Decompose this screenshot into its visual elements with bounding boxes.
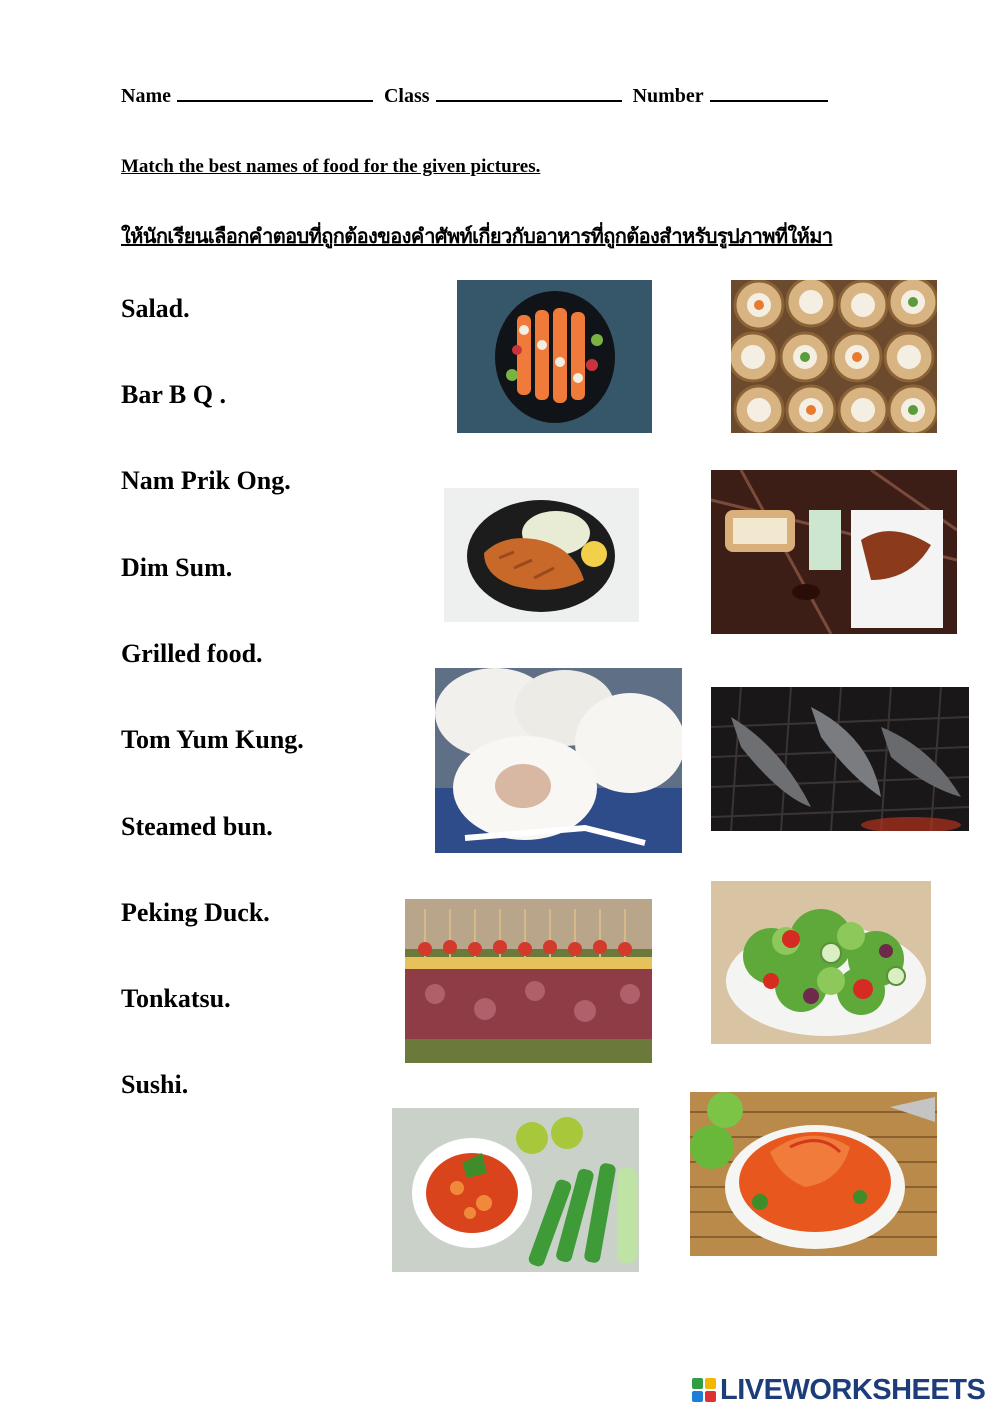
dim-sum-baskets-image[interactable] (731, 280, 937, 433)
word-peking-duck[interactable]: Peking Duck. (121, 898, 270, 927)
number-label: Number (632, 85, 704, 107)
grilled-fish-image[interactable] (711, 687, 969, 831)
logo-square-red (705, 1391, 716, 1402)
word-bar-b-q[interactable]: Bar B Q . (121, 380, 226, 409)
logo-square-green (692, 1378, 703, 1389)
instruction-thai: ให้นักเรียนเลือกคำตอบที่ถูกต้องของคำศัพท์เกี่ยวกับอาหารที่ถูกต้องสำหรับรูปภาพที่ให้มา (121, 224, 833, 248)
word-steamed-bun[interactable]: Steamed bun. (121, 812, 273, 841)
word-sushi[interactable]: Sushi. (121, 1070, 189, 1099)
brand-name: LIVEWORKSHEETS (720, 1373, 986, 1406)
salad-bowl-image[interactable] (711, 881, 931, 1044)
bbq-skewers-image[interactable] (405, 899, 652, 1063)
nam-prik-ong-image[interactable] (392, 1108, 639, 1272)
student-info-line (121, 82, 834, 108)
tonkatsu-plate-image[interactable] (444, 488, 639, 622)
word-dim-sum[interactable]: Dim Sum. (121, 553, 233, 582)
logo-square-yellow (705, 1378, 716, 1389)
name-label: Name (121, 85, 171, 107)
liveworksheets-logo (692, 1374, 985, 1406)
word-salad[interactable]: Salad. (121, 294, 190, 323)
logo-square-blue (692, 1391, 703, 1402)
word-nam-prik-ong[interactable]: Nam Prik Ong. (121, 466, 291, 495)
peking-duck-platter-image[interactable] (711, 470, 957, 634)
instruction-english: Match the best names of food for the given pictures. (121, 156, 541, 177)
word-tonkatsu[interactable]: Tonkatsu. (121, 984, 231, 1013)
number-field[interactable] (710, 82, 828, 102)
name-field[interactable] (177, 82, 373, 102)
sushi-platter-image[interactable] (457, 280, 652, 433)
word-tom-yum-kung[interactable]: Tom Yum Kung. (121, 725, 304, 754)
class-label: Class (383, 85, 430, 107)
word-grilled-food[interactable]: Grilled food. (121, 639, 263, 668)
tom-yum-kung-image[interactable] (690, 1092, 937, 1256)
class-field[interactable] (436, 82, 622, 102)
steamed-bun-image[interactable] (435, 668, 682, 853)
logo-icon (692, 1378, 716, 1402)
